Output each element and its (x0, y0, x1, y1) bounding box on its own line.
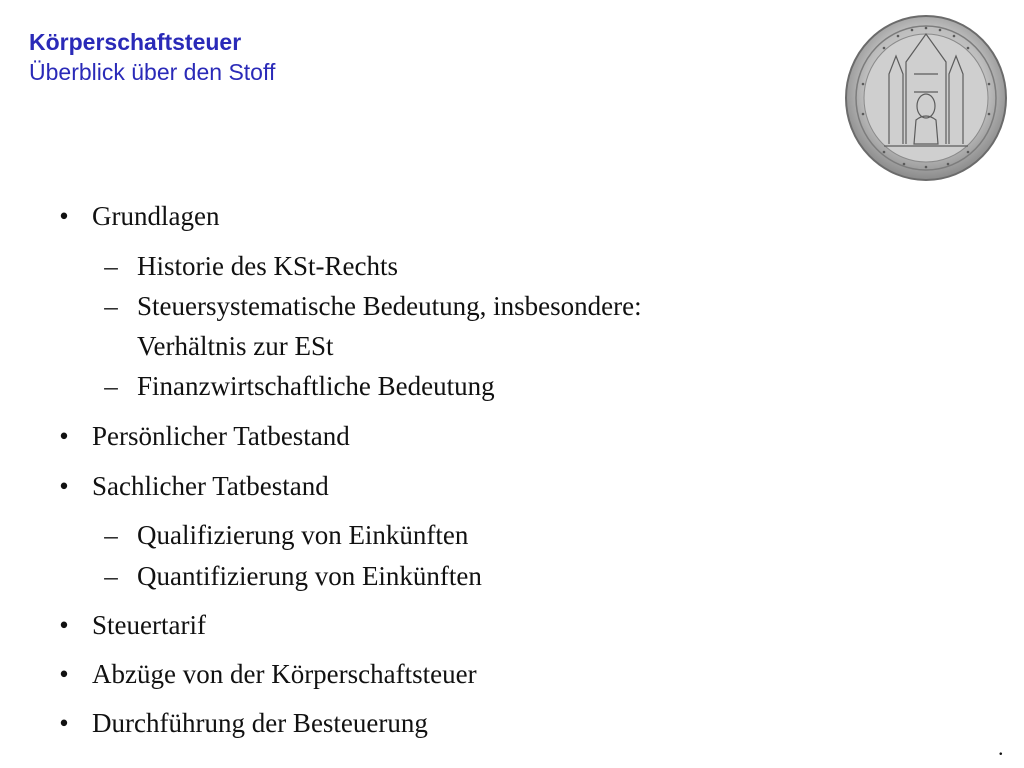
bullet-marker: • (59, 708, 69, 738)
outline-text: Qualifizierung von Einkünften (137, 520, 469, 550)
outline-text: Steuertarif (92, 610, 206, 640)
outline-text: Quantifizierung von Einkünften (137, 561, 482, 591)
bullet-marker: • (59, 610, 69, 640)
footer-mark: . (998, 735, 1004, 760)
outline-text: Verhältnis zur ESt (137, 331, 334, 361)
outline-text: Finanzwirtschaftliche Bedeutung (137, 371, 495, 401)
slide-subtitle: Überblick über den Stoff (29, 59, 276, 85)
bullet-marker: • (59, 471, 69, 501)
dash-marker: – (104, 561, 118, 591)
outline-text: Sachlicher Tatbestand (92, 471, 329, 501)
dash-marker: – (104, 371, 118, 401)
slide-title: Körperschaftsteuer (29, 29, 242, 55)
bullet-marker: • (59, 201, 69, 231)
dash-marker: – (104, 520, 118, 550)
bullet-marker: • (59, 659, 69, 689)
dash-marker: – (104, 251, 118, 281)
outline-text: Durchführung der Besteuerung (92, 708, 428, 738)
bullet-marker: • (59, 421, 69, 451)
dash-marker: – (104, 291, 118, 321)
outline-text: Steuersystematische Bedeutung, insbesondere: (137, 291, 642, 321)
outline-text: Historie des KSt-Rechts (137, 251, 398, 281)
outline-text: Abzüge von der Körperschaftsteuer (92, 659, 477, 689)
outline-text: Grundlagen (92, 201, 220, 231)
outline-text: Persönlicher Tatbestand (92, 421, 350, 451)
